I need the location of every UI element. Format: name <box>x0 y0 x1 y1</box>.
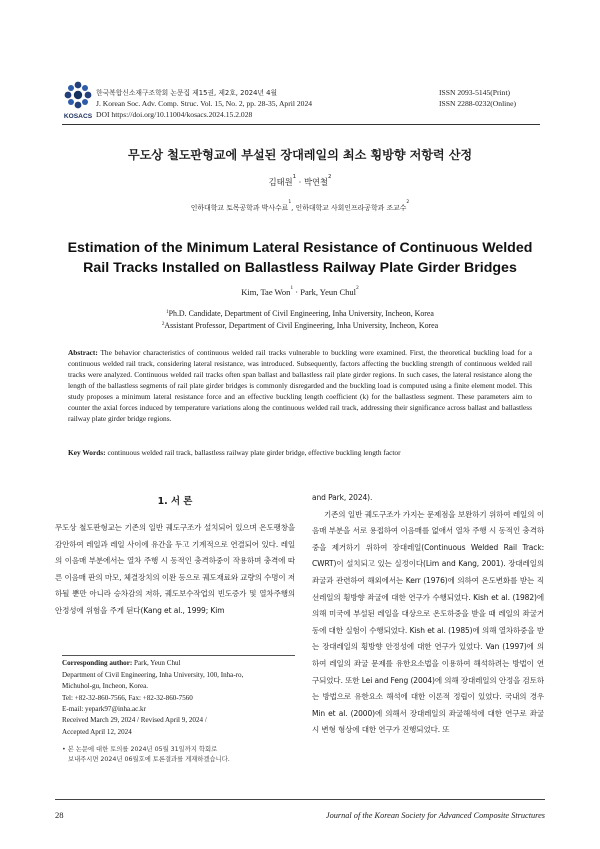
corresponding-phone: Tel: +82-32-860-7566, Fax: +82-32-860-7560 <box>62 693 193 702</box>
svg-text:KOSACS: KOSACS <box>63 113 93 120</box>
corresponding-name: Park, Yeun Chul <box>132 659 181 667</box>
discussion-note <box>62 745 297 766</box>
corresponding-author-block <box>62 658 297 716</box>
author2-en: Park, Yeun Chul <box>300 287 356 297</box>
abstract <box>68 347 532 424</box>
korean-authors <box>0 176 600 188</box>
footer-journal-name: Journal of the Korean Society for Advanced Composite Structures <box>325 811 545 820</box>
author1-en: Kim, Tae Won <box>241 287 291 297</box>
affil2-kr: , 인하대학교 사회인프라공학과 조교수 <box>291 204 407 212</box>
right-column-continuation: and Park, 2024). <box>312 493 373 502</box>
affil1-kr: 인하대학교 토목공학과 박사수료 <box>190 204 289 212</box>
english-affiliation-2 <box>0 320 600 332</box>
korean-affiliation <box>0 202 600 212</box>
right-column-paragraph: 기존의 일반 궤도구조가 가지는 문제점을 보완하기 위하여 레일의 이음매 부분을 서로 용접하여 이음매를 없애서 열차 주행 시 동적인 충격하중을 제거하기 위하여 장대레일(Continuous Welded Rail Track: CWRT)이 설치되고 있는 실정이다(Lim and Kang, 2001). 장대레일의 좌굴과 관련하여 해외에서는 Kerr (1976)에 의하여 온도변화를 받는 직선레일의 횡방향 좌굴에 대한 연구가 수행되었다. Kish et al. (1982)에 의해 미국에 부설된 레일을 대상으로 온도하중을 받을 때 레일의 좌굴거동에 대한 실험이 수행되었다. Kish et al. (1985)에 의해 열차하중을 받는 장대레일의 횡방향 안정성에 대한 연구가 있었다. Van (1997)에 의하여 레일의 좌굴 문제를 유한요소법을 이용하여 해석하려는 방법이 연구되었다. 또한 Lei and Feng (2004)에 의해 장대레일의 안정을 검토하는 방법으로 유한요소 해석에 대한 이론적 정립이 있었다. 국내의 경우 Min et al. (2000)에 의해서 장대레일의 좌굴해석에 대한 연구로 좌굴 시 변형 형상에 대한 연구가 진행되었다. 또 <box>312 509 544 735</box>
author1-kr-sup: 1 <box>292 174 297 180</box>
issn-print: ISSN 2093-5145(Print) <box>439 88 511 97</box>
affil1-kr-sup: 1 <box>288 200 292 205</box>
kosacs-logo <box>62 80 94 120</box>
english-title-line1: Estimation of the Minimum Lateral Resistance of Continuous Welded <box>67 240 533 256</box>
affil2-kr-sup: 2 <box>406 200 410 205</box>
section-heading-introduction: 1. 서 론 <box>157 496 193 507</box>
introduction-text: 무도상 철도판형교는 기존의 일반 궤도구조가 설치되어 있으며 온도팽창을 감안하여 레일과 레일 사이에 유간을 두고 기계적으로 연결되어 있다. 레일의 이음매 부분에서는 열차 주행 시 동적인 충격하중이 작용하며 충격에 따른 이음매 판의 마모, 체결장치의 이완 등으로 궤도재료와 교량의 수명이 저하될 뿐만 아니라 승차감의 저하, 궤도보수작업의 빈도증가 및 열차주행의 안정성에 위험을 주게 된다(Kang et al., 1999; Kim <box>55 523 295 615</box>
english-affiliations <box>0 308 600 332</box>
english-authors <box>0 287 600 297</box>
discussion-note-line1: • 본 논문에 대한 토의를 2024년 05월 31일까지 학회로 <box>62 746 218 753</box>
english-affiliation-1 <box>0 308 600 320</box>
received-revised-date: Received March 29, 2024 / Revised April 9, 2024 / <box>62 716 207 724</box>
author-separator-kr: · <box>296 177 304 187</box>
english-title-line2: Rail Tracks Installed on Ballastless Railway Plate Girder Bridges <box>83 260 517 276</box>
page-number: 28 <box>55 810 64 820</box>
accepted-date: Accepted April 12, 2024 <box>62 727 132 736</box>
received-dates <box>62 715 297 738</box>
issn-online: ISSN 2288-0232(Online) <box>439 99 516 108</box>
abstract-text: The behavior characteristics of continuous welded rail tracks vulnerable to buckling were examined. First, the theoretical buckling load for a continuous welded rail track, considering lateral resistance, was introduced. Subsequently, factors affecting the buckling strength of continuous welded rail tracks were analyzed. Continuous welded rail tracks often span ballast and ballastless rail plate girder regions. In such cases, the lateral resistance along the length of the ballastless segments of rail plate girder bridges is commonly disregarded and the buckling load is computed using a finite element model. This study proposes a minimum lateral resistance force and an effective buckling length coefficient (k) for the ballastless segment. These parameters aim to counter the axial forces induced by temperature variations along the continuous welded rail track, addressing their significance across ballast and ballastless railway plate girder bridge regions. <box>68 348 532 424</box>
author1-kr: 김태원 <box>268 177 293 187</box>
corresponding-email[interactable]: E-mail: yepark97@inha.ac.kr <box>62 705 146 714</box>
author2-kr-sup: 2 <box>328 174 332 180</box>
affil2-en-sup: 2 <box>161 321 165 327</box>
korean-title: 무도상 철도판형교에 부설된 장대레일의 최소 횡방향 저항력 산정 <box>127 148 473 162</box>
author1-en-sup: 1 <box>290 285 294 291</box>
footer-divider <box>55 799 545 800</box>
header-divider <box>62 124 540 125</box>
introduction-paragraph <box>55 520 295 620</box>
corresponding-address-2: Michuhol-gu, Incheon, Korea. <box>62 682 149 691</box>
kosacs-logo-icon <box>62 80 94 120</box>
doi-link[interactable]: DOI https://doi.org/10.11004/kosacs.2024.15.2.028 <box>96 110 253 119</box>
author2-kr: 박연철 <box>303 177 328 187</box>
abstract-label: Abstract: <box>68 348 98 357</box>
keywords <box>68 447 532 458</box>
corresponding-address-1: Department of Civil Engineering, Inha University, 100, Inha-ro, <box>62 670 244 679</box>
right-column-text <box>312 490 544 739</box>
affil1-en: Ph.D. Candidate, Department of Civil Engineering, Inha University, Incheon, Korea <box>168 309 434 318</box>
journal-english-citation: J. Korean Soc. Adv. Comp. Struc. Vol. 15, No. 2, pp. 28-35, April 2024 <box>96 99 313 108</box>
corresponding-label: Corresponding author: <box>62 659 133 667</box>
english-title <box>40 238 560 278</box>
journal-korean-citation: 한국복합신소재구조학회 논문집 제15권, 제2호, 2024년 4월 <box>96 89 278 97</box>
author2-en-sup: 2 <box>356 285 359 291</box>
footnote-divider <box>62 655 295 656</box>
discussion-note-line2: 보내주시면 2024년 06월호에 토론결과를 게재하겠습니다. <box>68 756 230 764</box>
affil1-en-sup: 1 <box>166 309 169 315</box>
author-separator-en: · <box>293 287 301 297</box>
keywords-text: continuous welded rail track, ballastless railway plate girder bridge, effective buckling length factor <box>105 448 401 457</box>
keywords-label: Key Words: <box>68 448 106 457</box>
affil2-en: Assistant Professor, Department of Civil Engineering, Inha University, Incheon, Korea <box>164 321 439 330</box>
